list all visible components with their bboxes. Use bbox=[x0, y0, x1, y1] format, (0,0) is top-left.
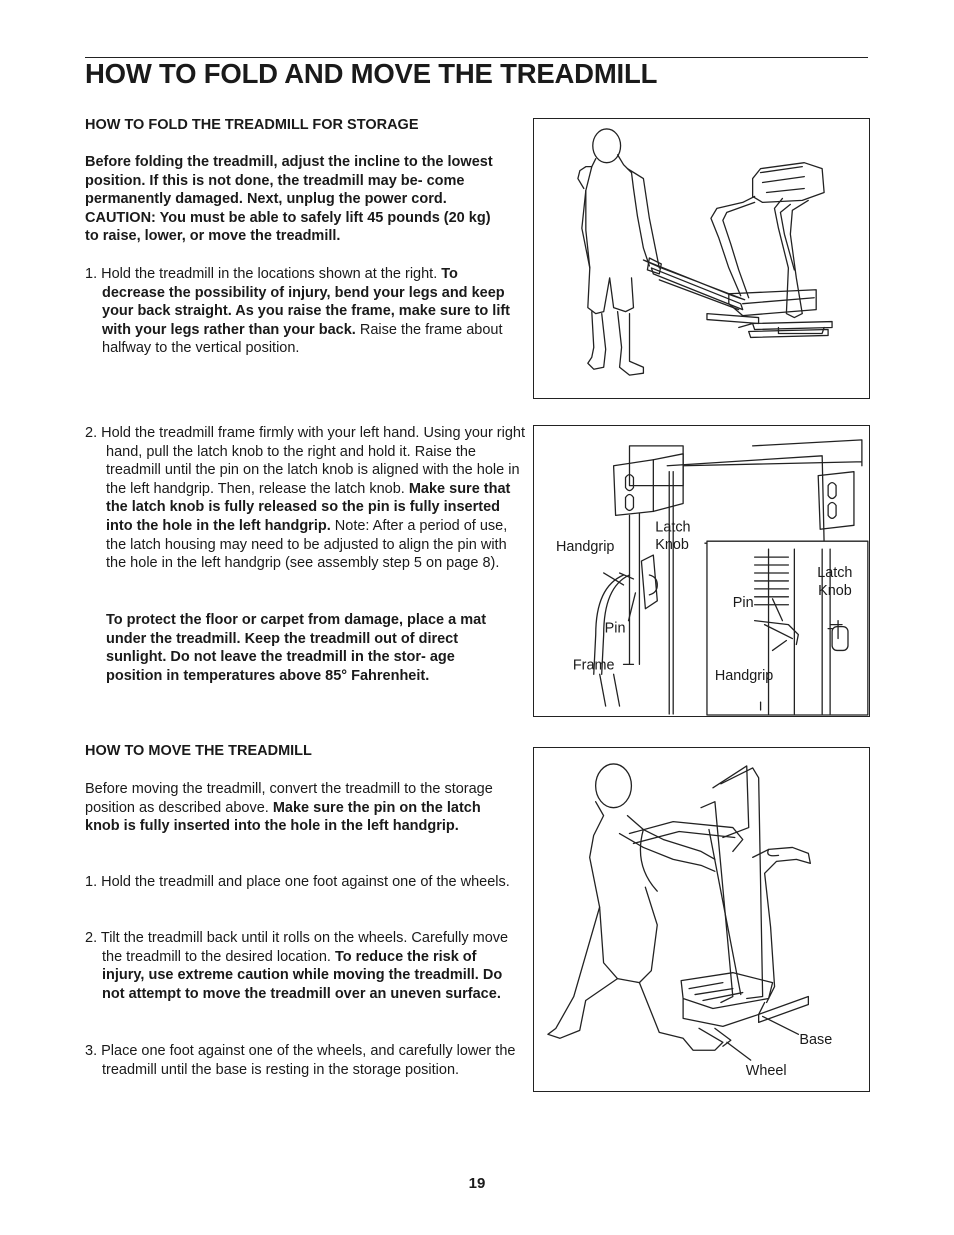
step-text: Place one foot against one of the wheels, and carefully lower the treadmill until the base is resting in the storage position. bbox=[101, 1043, 516, 1078]
page-title: HOW TO FOLD AND MOVE THE TREADMILL bbox=[85, 58, 658, 89]
figure-lift-treadmill bbox=[533, 118, 870, 399]
page-number: 19 bbox=[468, 1175, 486, 1192]
label-inset-pin: Pin bbox=[732, 594, 754, 611]
person-illustration bbox=[578, 129, 661, 375]
treadmill-illustration bbox=[629, 766, 810, 1046]
step-text: Hold the treadmill and place one foot against one of the wheels. bbox=[101, 874, 510, 890]
label-inset-knob: Knob bbox=[818, 582, 852, 599]
label-latch: Latch bbox=[655, 519, 691, 536]
fold-step-2 bbox=[85, 424, 527, 573]
step-bold: To reduce the risk of injury, use extreme caution while moving the treadmill. Do not attempt to move the treadmill over an uneven surface. bbox=[102, 948, 503, 1002]
fold-warning: Before folding the treadmill, adjust the incline to the lowest position. If this is not done, the treadmill may be- come permanently damaged. Next, unplug the power cord. CAUTION: You must be able to safely lift 45 pounds (20 kg) to raise, lower, or move the treadmill. bbox=[85, 154, 493, 245]
label-pin: Pin bbox=[604, 620, 626, 637]
step-bold: To decrease the possibility of injury, bend your legs and keep your back straight. As you raise the frame, make sure to lift with your legs rather than your back. bbox=[102, 266, 511, 338]
move-step-3 bbox=[85, 1042, 520, 1079]
label-wheel: Wheel bbox=[745, 1063, 787, 1080]
label-base: Base bbox=[799, 1032, 833, 1049]
fold-heading: HOW TO FOLD THE TREADMILL FOR STORAGE bbox=[85, 117, 419, 133]
label-handgrip: Handgrip bbox=[556, 539, 615, 556]
figure-move-treadmill bbox=[533, 747, 870, 1092]
move-step-1 bbox=[85, 873, 512, 892]
intro-text: Before moving the treadmill, convert the treadmill to the storage position as described above. bbox=[85, 781, 493, 816]
label-inset-handgrip: Handgrip bbox=[714, 668, 774, 685]
figure-latch-detail bbox=[533, 425, 870, 717]
step-number: 3. bbox=[85, 1043, 98, 1059]
intro-bold: Make sure the pin on the latch knob is fully inserted into the hole in the left handgrip. bbox=[85, 799, 481, 835]
move-heading: HOW TO MOVE THE TREADMILL bbox=[85, 743, 312, 759]
protect-note: To protect the floor or carpet from damage, place a mat under the treadmill. Keep the treadmill out of direct sunlight. Do not leave the treadmill in the stor- age position in temperatures above 85° Fahrenheit. bbox=[106, 612, 487, 684]
move-step-2 bbox=[85, 929, 520, 1003]
step-number: 1. bbox=[85, 874, 98, 890]
label-frame: Frame bbox=[572, 657, 615, 674]
step-number: 2. bbox=[85, 930, 98, 946]
step-text: Raise the frame about halfway to the vertical position. bbox=[102, 321, 503, 357]
step-number: 2. bbox=[85, 425, 98, 441]
step-text: Hold the treadmill frame firmly with your left hand. Using your right hand, pull the latch knob to the right and hold it. Raise the treadmill until the pin on the latch knob is aligned with the hole in the left handgrip. Then, release the latch knob. bbox=[101, 425, 526, 497]
move-intro bbox=[85, 780, 503, 836]
label-inset-latch: Latch bbox=[817, 564, 853, 581]
inset-detail bbox=[707, 541, 868, 715]
step-text: Hold the treadmill in the locations shown at the right. bbox=[101, 266, 438, 282]
step-number: 1. bbox=[85, 266, 98, 282]
step-text: Note: After a period of use, the latch housing may need to be adjusted to align the pin with the hole in the left handgrip (see assembly step 5 on page 8). bbox=[106, 517, 508, 572]
person-illustration bbox=[548, 764, 723, 1050]
step-text: Tilt the treadmill back until it rolls on the wheels. Carefully move the treadmill to the desired location. bbox=[100, 930, 509, 965]
step-bold: Make sure that the latch knob is fully released so the pin is fully inserted into the hole in the left handgrip. bbox=[106, 480, 511, 534]
fold-step-1 bbox=[85, 265, 520, 358]
label-knob: Knob bbox=[655, 537, 689, 554]
treadmill-illustration bbox=[643, 163, 832, 338]
